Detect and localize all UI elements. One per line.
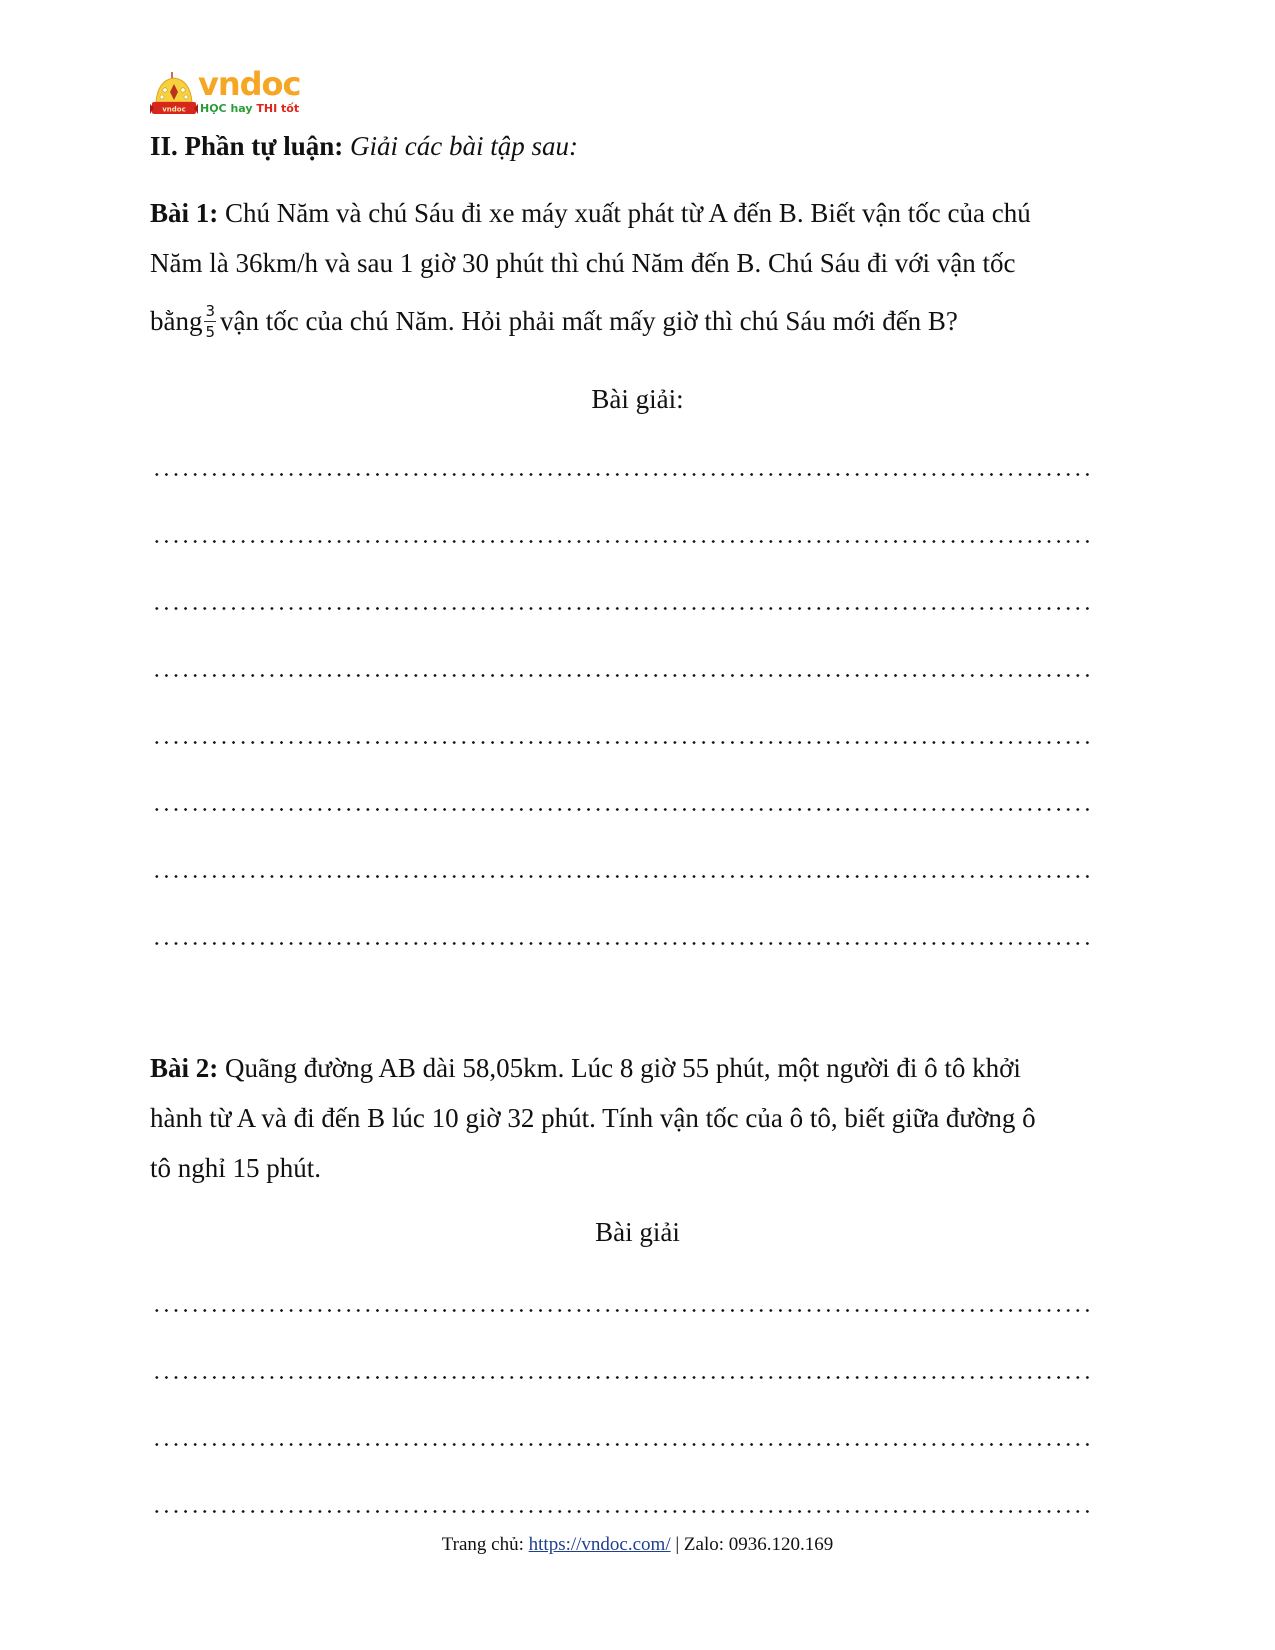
problem-1-solution-label: Bài giải: [591,384,684,414]
problem-2-line-3: tô nghỉ 15 phút. [150,1153,322,1183]
answer-line[interactable] [152,674,1090,677]
problem-1-line-2: Năm là 36km/h và sau 1 giờ 30 phút thì chú Năm đến B. Chú Sáu đi với vận tốc [150,248,1016,278]
answer-line[interactable] [152,540,1090,543]
problem-2-solution-label: Bài giải [595,1217,680,1247]
vndoc-tagline: HỌC hay THI tốt [200,102,300,115]
page-footer [0,1533,1275,1557]
problem-2-line-2: hành từ A và đi đến B lúc 10 giờ 32 phút. Tính vận tốc của ô tô, biết giữa đường ô [150,1103,1036,1133]
problem-1-line-1 [150,197,1031,229]
vndoc-logo [150,65,302,120]
footer-separator: | [675,1534,680,1555]
footer-home-label: Trang chủ: [441,1534,524,1555]
section-instruction: Giải các bài tập sau: [350,131,578,161]
answer-line[interactable] [152,473,1090,476]
answer-line[interactable] [152,942,1090,945]
vndoc-wordmark: vndoc [198,65,301,103]
problem-1-text: Chú Năm và chú Sáu đi xe máy xuất phát từ A đến B. Biết vận tốc của chú [225,198,1031,228]
footer-home-link[interactable]: https://vndoc.com/ [528,1534,671,1555]
vndoc-emblem-icon [150,70,198,120]
answer-line[interactable] [152,741,1090,744]
answer-line[interactable] [152,1309,1090,1312]
answer-line[interactable] [152,875,1090,878]
section-heading [150,130,578,162]
answer-line[interactable] [152,1376,1090,1379]
answer-line[interactable] [152,1443,1090,1446]
problem-1-label: Bài 1: [150,198,219,228]
answer-line[interactable] [152,1510,1090,1513]
fraction-three-fifths: $\frac{3}{5}$ [205,302,216,342]
problem-1-line-3: bằng $\frac{3}{5}$ vận tốc của chú Năm. Hỏi phải mất mấy giờ thì chú Sáu mới đến B? [150,302,958,342]
problem-2-line-1 [150,1052,1021,1084]
answer-line[interactable] [152,808,1090,811]
problem-2-label: Bài 2: [150,1053,219,1083]
footer-zalo: Zalo: 0936.120.169 [683,1534,834,1555]
section-title: II. Phần tự luận: [150,131,344,161]
problem-2-text: Quãng đường AB dài 58,05km. Lúc 8 giờ 55 phút, một người đi ô tô khởi [225,1053,1021,1083]
answer-line[interactable] [152,607,1090,610]
svg-text:vndoc: vndoc [162,105,186,114]
